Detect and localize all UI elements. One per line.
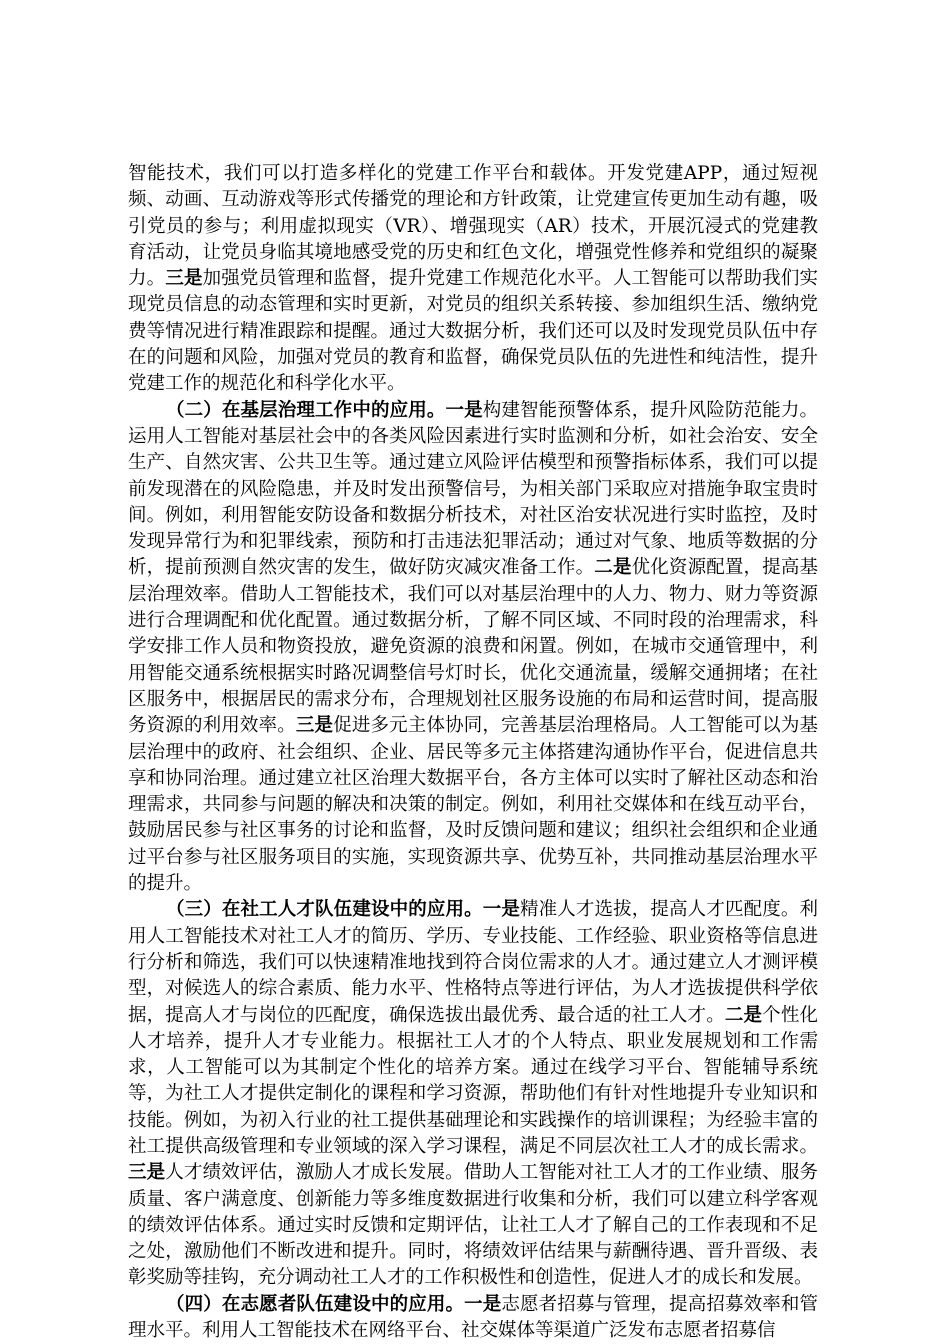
- paragraph-volunteer-team: [128, 1292, 818, 1344]
- run: 加强党员管理和监督，提升党建工作规范化水平。人工智能可以帮助我们实现党员信息的动态管理和实时更新，对党员的组织关系转接、参加组织生活、缴纳党费等情况进行精准跟踪和提醒。通过大数据分析，我们还可以及时发现党员队伍中存在的问题和风险，加强对党员的教育和监督，确保党员队伍的先进性和纯洁性，提升党建工作的规范化和科学化水平。: [128, 268, 818, 395]
- section-heading-4: （四）在志愿者队伍建设中的应用。一是: [166, 1293, 502, 1315]
- run: 智能技术，我们可以打造多样化的党建工作平台和载体。开发党建APP，通过短视频、动画、互动游戏等形式传播党的理论和方针政策，让党建宣传更加生动有趣，吸引党员的参与；利用虚拟现实（VR）、增强现实（AR）技术，开展沉浸式的党建教育活动，让党员身临其境地感受党的历史和红色文化，增强党性修养和党组织的凝聚力。: [128, 163, 818, 290]
- paragraph-grassroots-governance: [128, 398, 818, 898]
- bold-run: 二是: [724, 1004, 763, 1026]
- run: 人才绩效评估，激励人才成长发展。借助人工智能对社工人才的工作业绩、服务质量、客户满意度、创新能力等多维度数据进行收集和分析，我们可以建立科学客观的绩效评估体系。通过实时反馈和定期评估，让社工人才了解自己的工作表现和不足之处，激励他们不断改进和提升。同时，将绩效评估结果与薪酬待遇、晋升晋级、表彰奖励等挂钩，充分调动社工人才的工作积极性和创造性，促进人才的成长和发展。: [128, 1162, 818, 1289]
- run: 构建智能预警体系，提升风险防范能力。运用人工智能对基层社会中的各类风险因素进行实时监测和分析，如社会治安、安全生产、自然灾害、公共卫生等。通过建立风险评估模型和预警指标体系，我们可以提前发现潜在的风险隐患，并及时发出预警信号，为相关部门采取应对措施争取宝贵时间。例如，利用智能安防设备和数据分析技术，对社区治安状况进行实时监控，及时发现异常行为和犯罪线索，预防和打击违法犯罪活动；通过对气象、地质等数据的分析，提前预测自然灾害的发生，做好防灾减灾准备工作。: [128, 399, 818, 579]
- run: 精准人才选拔，提高人才匹配度。利用人工智能技术对社工人才的简历、学历、专业技能、工作经验、职业资格等信息进行分析和筛选，我们可以快速精准地找到符合岗位需求的人才。通过建立人才测评模型，对候选人的综合素质、能力水平、性格特点等进行评估，为人才选拔提供科学依据，提高人才与岗位的匹配度，确保选拔出最优秀、最合适的社工人才。: [128, 899, 818, 1026]
- run: 优化资源配置，提高基层治理效率。借助人工智能技术，我们可以对基层治理中的人力、物力、财力等资源进行合理调配和优化配置。通过数据分析，了解不同区域、不同时段的治理需求，科学安排工作人员和物资投放，避免资源的浪费和闲置。例如，在城市交通管理中，利用智能交通系统根据实时路况调整信号灯时长，优化交通流量，缓解交通拥堵；在社区服务中，根据居民的需求分布，合理规划社区服务设施的布局和运营时间，提高服务资源的利用效率。: [128, 557, 818, 737]
- bold-run: 三是: [295, 715, 334, 737]
- document-page: [128, 161, 818, 1344]
- run: 促进多元主体协同，完善基层治理格局。人工智能可以为基层治理中的政府、社会组织、企业、居民等多元主体搭建沟通协作平台，促进信息共享和协同治理。通过建立社区治理大数据平台，各方主体可以实时了解社区动态和治理需求，共同参与问题的解决和决策的制定。例如，利用社交媒体和在线互动平台，鼓励居民参与社区事务的讨论和监督，及时反馈问题和建议；组织社会组织和企业通过平台参与社区服务项目的实施，实现资源共享、优势互补，共同推动基层治理水平的提升。: [128, 715, 818, 895]
- bold-run: 二是: [594, 557, 632, 579]
- paragraph-social-worker-talent: [128, 897, 818, 1291]
- paragraph-party-building-continued: [128, 161, 818, 398]
- run: 志愿者招募与管理，提高招募效率和管理水平。利用人工智能技术在网络平台、社交媒体等渠道广泛发布志愿者招募信: [128, 1293, 818, 1342]
- run: 个性化人才培养，提升人才专业能力。根据社工人才的个人特点、职业发展规划和工作需求，人工智能可以为其制定个性化的培养方案。通过在线学习平台、智能辅导系统等，为社工人才提供定制化的课程和学习资源，帮助他们有针对性地提升专业知识和技能。例如，为初入行业的社工提供基础理论和实践操作的培训课程；为经验丰富的社工提供高级管理和专业领域的深入学习课程，满足不同层次社工人才的成长需求。: [128, 1004, 818, 1157]
- section-heading-2: （二）在基层治理工作中的应用。一是: [166, 399, 483, 421]
- bold-run: 三是: [128, 1162, 166, 1184]
- section-heading-3: （三）在社工人才队伍建设中的应用。一是: [166, 899, 520, 921]
- bold-run: 三是: [165, 268, 203, 290]
